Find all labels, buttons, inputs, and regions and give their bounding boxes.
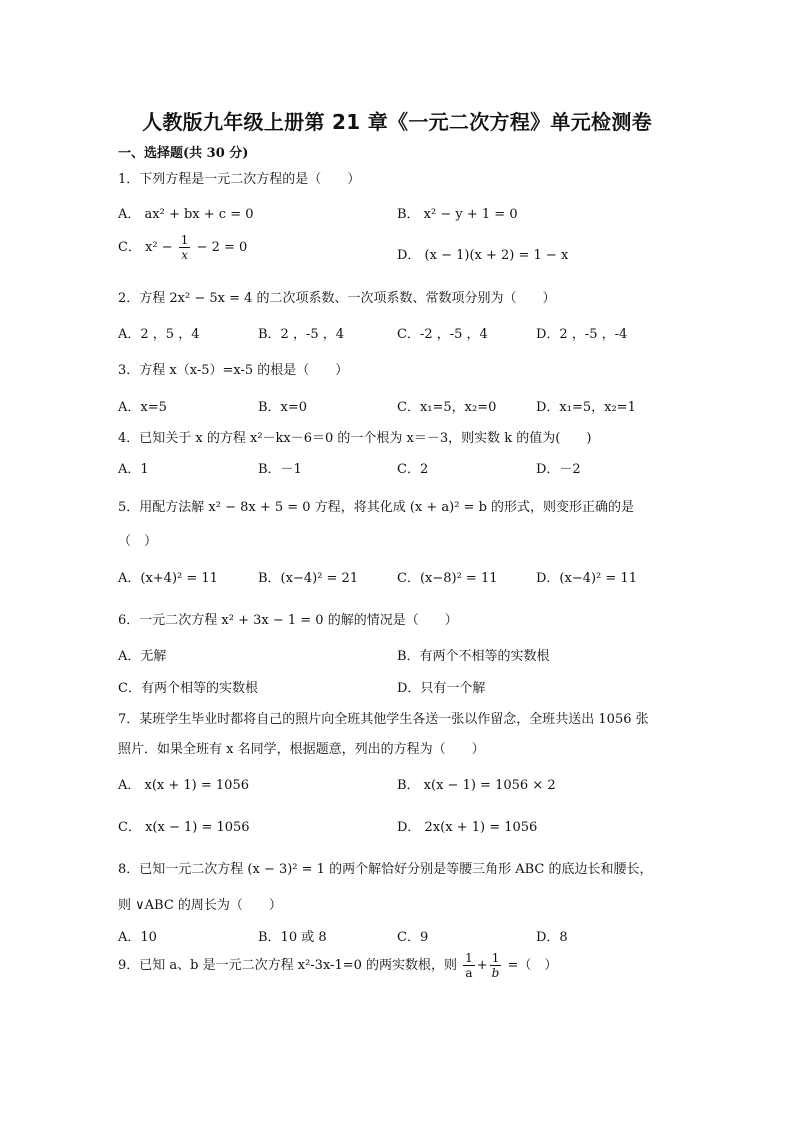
question-6-option-d: D．只有一个解 bbox=[397, 681, 486, 696]
question-2-option-c: C．-2 ，-5 ，4 bbox=[397, 327, 488, 342]
question-1-stem: 1．下列方程是一元二次方程的是（ ） bbox=[118, 172, 361, 187]
question-1-option-c-suffix: − 2 = 0 bbox=[196, 240, 248, 255]
question-3-option-a: A．x=5 bbox=[118, 400, 167, 415]
question-1-option-c bbox=[118, 234, 247, 261]
question-6-option-c: C．有两个相等的实数根 bbox=[118, 681, 258, 696]
question-3-stem: 3．方程 x（x-5）=x-5 的根是（ ） bbox=[118, 363, 349, 378]
question-2-stem: 2．方程 2x² − 5x = 4 的二次项系数、一次项系数、常数项分别为（ ） bbox=[118, 291, 556, 306]
fraction-1-over-a bbox=[463, 952, 475, 979]
plus-sign: + bbox=[476, 958, 488, 973]
fraction-1-over-x bbox=[179, 234, 191, 261]
question-6-stem: 6．一元二次方程 x² + 3x − 1 = 0 的解的情况是（ ） bbox=[118, 613, 458, 628]
question-8-option-d: D．8 bbox=[536, 930, 568, 945]
question-3-option-c: C．x₁=5，x₂=0 bbox=[397, 400, 497, 415]
question-2-option-d: D．2 ，-5 ，-4 bbox=[536, 327, 628, 342]
question-9-stem bbox=[118, 952, 557, 979]
question-3-option-d: D．x₁=5，x₂=1 bbox=[536, 400, 636, 415]
question-7-stem: 7．某班学生毕业时都将自己的照片向全班其他学生各送一张以作留念，全班共送出 1056 张 bbox=[118, 712, 649, 727]
fraction-1-over-b bbox=[490, 952, 502, 979]
question-6-option-b: B．有两个不相等的实数根 bbox=[397, 649, 550, 664]
question-4-option-d: D．－2 bbox=[536, 462, 581, 477]
question-7-option-d: D． 2x(x + 1) = 1056 bbox=[397, 820, 538, 835]
question-4-option-b: B．－1 bbox=[258, 462, 302, 477]
question-8-option-b: B．10 或 8 bbox=[258, 930, 327, 945]
question-8-stem: 8．已知一元二次方程 (x − 3)² = 1 的两个解恰好分别是等腰三角形 ABC 的底边长和腰长， bbox=[118, 862, 653, 877]
question-2-option-b: B．2 ，-5 ，4 bbox=[258, 327, 345, 342]
question-6-option-a: A．无解 bbox=[118, 649, 167, 664]
fraction-numerator: 1 bbox=[491, 951, 500, 965]
section-heading: 一、选择题(共 30 分) bbox=[118, 146, 249, 161]
question-5-option-c: C．(x−8)² = 11 bbox=[397, 571, 498, 586]
question-7-option-a: A． x(x + 1) = 1056 bbox=[118, 778, 249, 793]
question-4-option-c: C．2 bbox=[397, 462, 429, 477]
fraction-denominator: b bbox=[491, 966, 500, 980]
question-1-option-b: B． x² − y + 1 = 0 bbox=[397, 207, 518, 222]
question-8-option-c: C．9 bbox=[397, 930, 429, 945]
document-title: 人教版九年级上册第 21 章《一元二次方程》单元检测卷 bbox=[142, 110, 652, 134]
question-8-stem-cont: 则 ∨ABC 的周长为（ ） bbox=[118, 898, 282, 913]
fraction-denominator: x bbox=[181, 248, 188, 262]
question-5-option-b: B．(x−4)² = 21 bbox=[258, 571, 359, 586]
fraction-numerator: 1 bbox=[465, 951, 473, 965]
question-7-option-b: B． x(x − 1) = 1056 × 2 bbox=[397, 778, 556, 793]
question-1-option-d: D． (x − 1)(x + 2) = 1 − x bbox=[397, 248, 569, 263]
question-8-option-a: A．10 bbox=[118, 930, 157, 945]
question-1-option-a: A． ax² + bx + c = 0 bbox=[118, 207, 254, 222]
question-4-option-a: A．1 bbox=[118, 462, 149, 477]
question-4-stem: 4．已知关于 x 的方程 x²－kx－6＝0 的一个根为 x＝－3，则实数 k 的值为( ) bbox=[118, 431, 592, 446]
question-7-stem-cont: 照片．如果全班有 x 名同学，根据题意，列出的方程为（ ） bbox=[118, 742, 485, 757]
question-5-option-d: D．(x−4)² = 11 bbox=[536, 571, 637, 586]
fraction-denominator: a bbox=[465, 966, 473, 980]
question-7-option-c: C． x(x − 1) = 1056 bbox=[118, 820, 250, 835]
question-3-option-b: B．x=0 bbox=[258, 400, 308, 415]
fraction-numerator: 1 bbox=[180, 233, 189, 247]
question-5-option-a: A．(x+4)² = 11 bbox=[118, 571, 218, 586]
question-9-stem-suffix: =（ ） bbox=[507, 958, 558, 973]
question-5-stem: 5．用配方法解 x² − 8x + 5 = 0 方程，将其化成 (x + a)² = b 的形式，则变形正确的是 bbox=[118, 500, 635, 515]
question-9-stem-prefix: 9．已知 a、b 是一元二次方程 x²-3x-1=0 的两实数根，则 bbox=[118, 958, 458, 973]
question-2-option-a: A．2 ，5 ，4 bbox=[118, 327, 200, 342]
question-1-option-c-prefix: C． x² − bbox=[118, 240, 173, 255]
question-5-stem-cont: （ ） bbox=[118, 534, 158, 549]
